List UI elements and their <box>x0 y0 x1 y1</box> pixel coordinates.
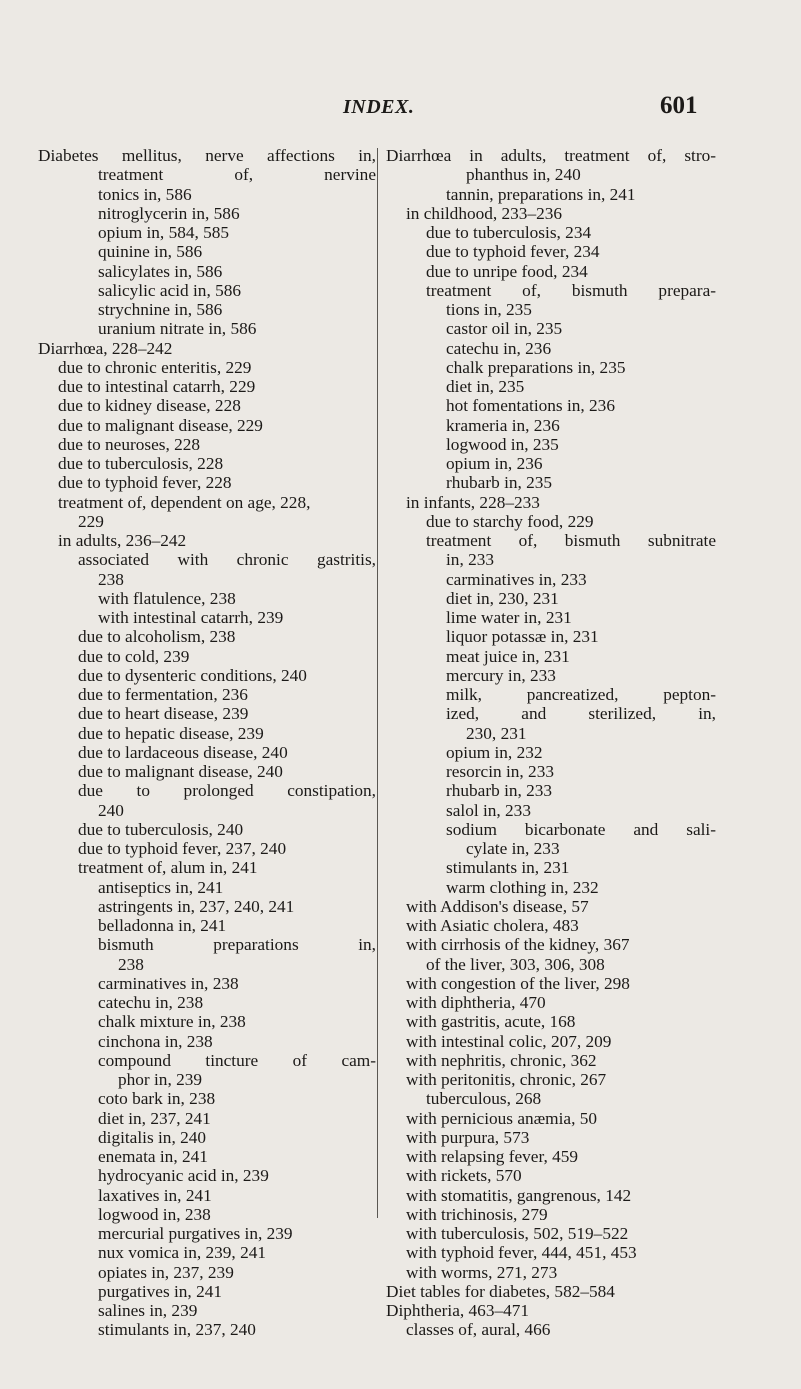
index-entry: tonics in, 586 <box>98 184 192 204</box>
index-entry: opiates in, 237, 239 <box>98 1262 234 1282</box>
index-entry: compound tincture of cam- <box>98 1050 376 1070</box>
index-entry: with Addison's disease, 57 <box>406 896 589 916</box>
index-entry: stimulants in, 237, 240 <box>98 1320 256 1340</box>
index-entry: with typhoid fever, 444, 451, 453 <box>406 1243 637 1263</box>
index-entry: strychnine in, 586 <box>98 300 223 319</box>
index-entry: salicylic acid in, 586 <box>98 280 242 300</box>
index-entry: with intestinal colic, 207, 209 <box>406 1031 612 1051</box>
index-entry: Diet tables for diabetes, 582–584 <box>386 1281 615 1301</box>
index-entry: due to chronic enteritis, 229 <box>58 357 252 377</box>
index-entry: treatment of, alum in, 241 <box>78 858 258 878</box>
index-entry: 230, 231 <box>466 723 527 743</box>
index-entry: due to typhoid fever, 237, 240 <box>78 839 287 858</box>
index-entry: with cirrhosis of the kidney, 367 <box>406 935 630 955</box>
index-entry: nitroglycerin in, 586 <box>98 203 240 223</box>
index-entry: Diabetes mellitus, nerve affections in, <box>38 146 376 165</box>
index-entry: due to typhoid fever, 228 <box>58 473 232 493</box>
index-entry: catechu in, 236 <box>446 338 552 358</box>
index-entry: with diphtheria, 470 <box>406 993 546 1012</box>
index-entry: logwood in, 235 <box>446 434 559 454</box>
index-entry: due to neuroses, 228 <box>58 434 201 454</box>
index-entry: with congestion of the liver, 298 <box>406 973 630 993</box>
index-entry: associated with chronic gastritis, <box>78 550 376 570</box>
index-entry: mercury in, 233 <box>446 665 556 685</box>
index-entry: 229 <box>78 511 104 531</box>
index-entry: salines in, 239 <box>98 1301 198 1320</box>
index-entry: due to tuberculosis, 228 <box>58 454 224 473</box>
index-entry: due to tuberculosis, 234 <box>426 223 592 242</box>
index-entry: due to intestinal catarrh, 229 <box>58 377 256 396</box>
index-entry: chalk mixture in, 238 <box>98 1012 246 1032</box>
index-entry: 238 <box>118 954 144 974</box>
index-entry: treatment of, bismuth prepara- <box>426 280 716 300</box>
index-entry: Diphtheria, 463–471 <box>386 1301 530 1320</box>
index-entry: tannin, preparations in, 241 <box>446 184 636 204</box>
index-entry: krameria in, 236 <box>446 415 560 435</box>
index-entry: Diarrhœa, 228–242 <box>38 338 173 358</box>
index-entry: due to unripe food, 234 <box>426 261 588 281</box>
index-entry: uranium nitrate in, 586 <box>98 319 257 339</box>
page-header <box>0 92 801 132</box>
index-entry: due to kidney disease, 228 <box>58 396 241 416</box>
index-entry: with pernicious anæmia, 50 <box>406 1108 598 1128</box>
index-entry: 240 <box>98 800 124 820</box>
index-entry: phanthus in, 240 <box>466 165 581 185</box>
index-entry: due to dysenteric conditions, 240 <box>78 665 307 685</box>
index-entry: 238 <box>98 569 124 589</box>
index-entry: coto bark in, 238 <box>98 1089 216 1109</box>
index-entry: digitalis in, 240 <box>98 1127 207 1147</box>
index-entry: warm clothing in, 232 <box>446 877 599 897</box>
index-entry: salicylates in, 586 <box>98 261 223 281</box>
index-entry: opium in, 232 <box>446 742 543 762</box>
index-entry: resorcin in, 233 <box>446 762 554 781</box>
index-entry: in adults, 236–242 <box>58 531 187 550</box>
index-entry: stimulants in, 231 <box>446 858 570 878</box>
index-entry: lime water in, 231 <box>446 608 572 627</box>
index-entry: bismuth preparations in, <box>98 935 376 955</box>
index-entry: belladonna in, 241 <box>98 916 227 935</box>
index-entry: cinchona in, 238 <box>98 1031 213 1051</box>
index-entry: diet in, 237, 241 <box>98 1108 211 1128</box>
index-entry: Diarrhœa in adults, treatment of, stro- <box>386 146 716 165</box>
index-entry: due to alcoholism, 238 <box>78 627 236 647</box>
index-entry: tions in, 235 <box>446 300 532 319</box>
index-entry: due to malignant disease, 229 <box>58 415 263 435</box>
index-entry: catechu in, 238 <box>98 993 204 1012</box>
index-entry: due to fermentation, 236 <box>78 685 248 704</box>
index-entry: enemata in, 241 <box>98 1147 208 1166</box>
index-column-left <box>38 146 376 1340</box>
index-entry: due to lardaceous disease, 240 <box>78 742 288 762</box>
index-entry: salol in, 233 <box>446 800 531 820</box>
index-entry: classes of, aural, 466 <box>406 1320 551 1340</box>
index-entry: diet in, 230, 231 <box>446 588 559 608</box>
index-entry: in, 233 <box>446 550 495 570</box>
index-entry: with intestinal catarrh, 239 <box>98 608 284 627</box>
index-entry: due to starchy food, 229 <box>426 511 594 531</box>
index-entry: nux vomica in, 239, 241 <box>98 1243 266 1263</box>
index-entry: due to typhoid fever, 234 <box>426 242 600 262</box>
index-entry: due to tuberculosis, 240 <box>78 819 244 839</box>
index-entry: tuberculous, 268 <box>426 1089 542 1109</box>
index-entry: laxatives in, 241 <box>98 1185 212 1205</box>
index-entry: hydrocyanic acid in, 239 <box>98 1166 269 1186</box>
index-entry: with nephritis, chronic, 362 <box>406 1050 597 1070</box>
index-entry: with peritonitis, chronic, 267 <box>406 1070 607 1089</box>
column-divider <box>377 148 378 1218</box>
index-entry: treatment of, nervine <box>98 165 376 185</box>
index-entry: with relapsing fever, 459 <box>406 1147 579 1166</box>
index-entry: due to hepatic disease, 239 <box>78 723 264 743</box>
index-entry: with stomatitis, gangrenous, 142 <box>406 1185 632 1205</box>
index-entry: due to cold, 239 <box>78 646 190 666</box>
index-entry: treatment of, bismuth subnitrate <box>426 531 716 550</box>
index-entry: with Asiatic cholera, 483 <box>406 916 579 935</box>
index-entry: with trichinosis, 279 <box>406 1204 548 1224</box>
index-entry: carminatives in, 238 <box>98 973 239 993</box>
index-entry: carminatives in, 233 <box>446 569 587 589</box>
index-entry: with gastritis, acute, 168 <box>406 1012 576 1032</box>
index-entry: quinine in, 586 <box>98 242 203 262</box>
page-number: 601 <box>660 92 698 119</box>
index-entry: purgatives in, 241 <box>98 1281 222 1301</box>
index-entry: with worms, 271, 273 <box>406 1262 558 1282</box>
index-entry: treatment of, dependent on age, 228, <box>58 492 311 512</box>
index-entry: mercurial purgatives in, 239 <box>98 1224 293 1243</box>
index-entry: rhubarb in, 235 <box>446 473 553 493</box>
index-entry: phor in, 239 <box>118 1070 203 1089</box>
index-entry: with tuberculosis, 502, 519–522 <box>406 1224 629 1243</box>
index-entry: liquor potassæ in, 231 <box>446 627 599 647</box>
index-entry: milk, pancreatized, pepton- <box>446 685 716 704</box>
index-entry: with rickets, 570 <box>406 1166 522 1186</box>
index-entry: rhubarb in, 233 <box>446 781 553 801</box>
index-entry: sodium bicarbonate and sali- <box>446 819 716 839</box>
index-entry: logwood in, 238 <box>98 1204 211 1224</box>
index-entry: astringents in, 237, 240, 241 <box>98 896 295 916</box>
index-entry: cylate in, 233 <box>466 839 560 858</box>
index-entry: due to prolonged constipation, <box>78 781 376 801</box>
index-entry: castor oil in, 235 <box>446 319 563 339</box>
index-entry: with flatulence, 238 <box>98 588 236 608</box>
index-entry: opium in, 236 <box>446 454 543 473</box>
index-entry: of the liver, 303, 306, 308 <box>426 954 605 974</box>
index-entry: diet in, 235 <box>446 377 525 396</box>
index-entry: ized, and sterilized, in, <box>446 704 716 724</box>
index-entry: opium in, 584, 585 <box>98 223 230 242</box>
index-entry: meat juice in, 231 <box>446 646 570 666</box>
index-entry: in childhood, 233–236 <box>406 203 563 223</box>
index-entry: due to heart disease, 239 <box>78 704 249 724</box>
running-title: INDEX. <box>343 96 415 118</box>
index-entry: hot fomentations in, 236 <box>446 396 615 416</box>
index-column-right <box>386 146 716 1340</box>
index-entry: in infants, 228–233 <box>406 492 540 512</box>
index-entry: antiseptics in, 241 <box>98 877 224 897</box>
index-entry: due to malignant disease, 240 <box>78 762 283 781</box>
index-entry: chalk preparations in, 235 <box>446 357 626 377</box>
index-entry: with purpura, 573 <box>406 1127 530 1147</box>
